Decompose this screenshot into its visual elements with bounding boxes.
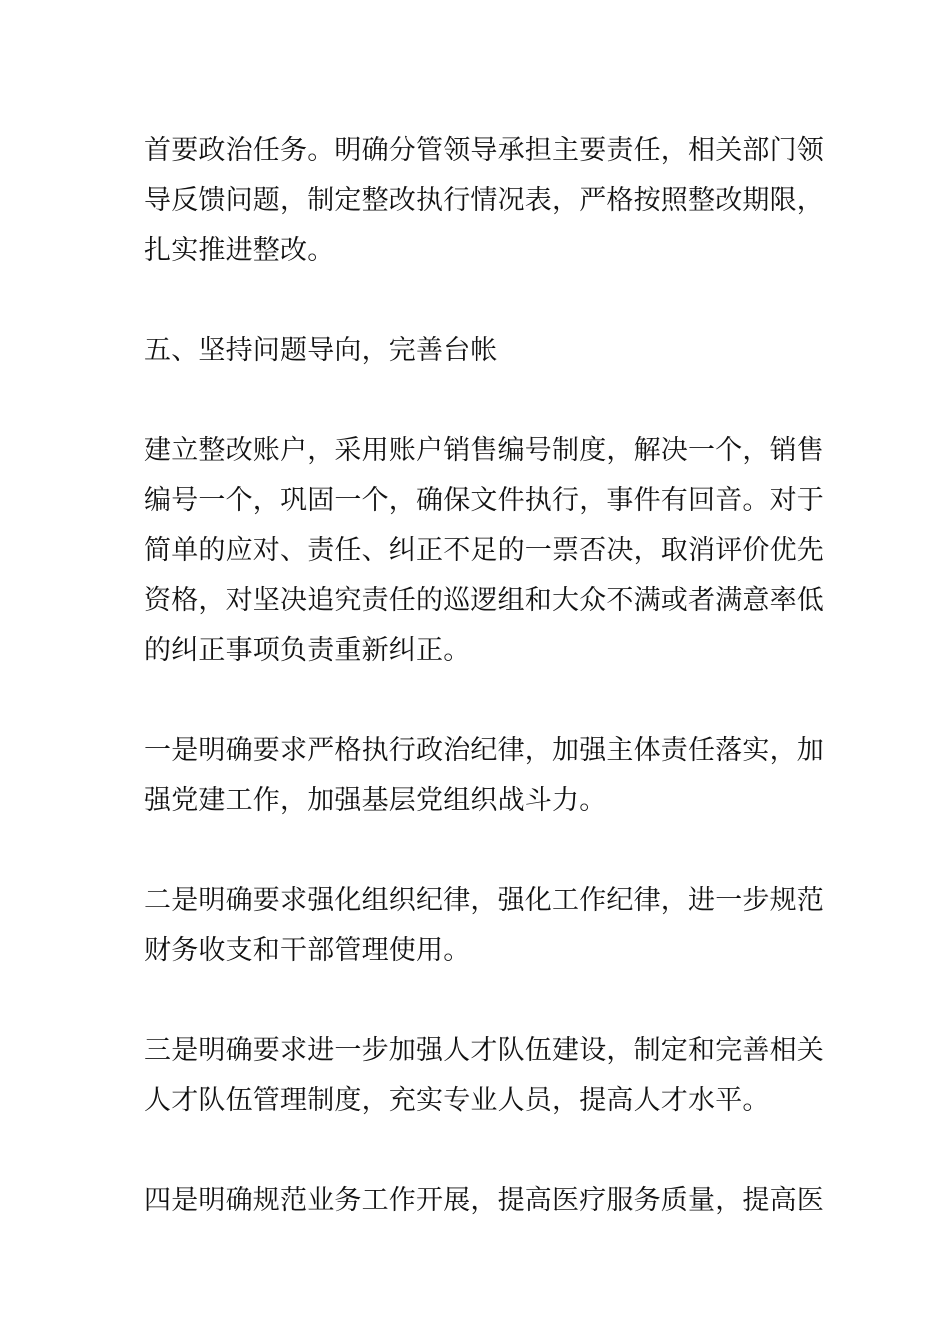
paragraph-ledger: [144, 426, 824, 676]
text-line: 二是明确要求强化组织纪律，强化工作纪律，进一步规范: [144, 885, 824, 916]
section-heading-five: [144, 326, 809, 376]
text-line: 首要政治任务。明确分管领导承担主要责任，相关部门领: [144, 135, 824, 166]
text-line: 资格，对坚决追究责任的巡逻组和大众不满或者满意率低: [144, 585, 824, 616]
text-line: 四是明确规范业务工作开展，提高医疗服务质量，提高医: [144, 1185, 824, 1216]
text-line: 编号一个，巩固一个，确保文件执行，事件有回音。对于: [144, 485, 824, 516]
text-line: 的纠正事项负责重新纠正。: [144, 635, 471, 666]
paragraph-rectification-responsibility: [144, 126, 824, 276]
paragraph-item-one: [144, 726, 824, 826]
text-line: 强党建工作，加强基层党组织战斗力。: [144, 785, 607, 816]
text-line: 财务收支和干部管理使用。: [144, 935, 471, 966]
paragraph-item-four: [144, 1176, 824, 1226]
text-line: 人才队伍管理制度，充实专业人员，提高人才水平。: [144, 1085, 770, 1116]
text-line: 建立整改账户，采用账户销售编号制度，解决一个，销售: [144, 435, 824, 466]
paragraph-item-three: [144, 1026, 824, 1126]
document-body: [144, 126, 824, 1276]
text-line: 一是明确要求严格执行政治纪律，加强主体责任落实，加: [144, 735, 824, 766]
text-line: 简单的应对、责任、纠正不足的一票否决，取消评价优先: [144, 535, 824, 566]
text-line: 导反馈问题，制定整改执行情况表，严格按照整改期限，: [144, 185, 824, 216]
heading-text: 五、坚持问题导向，完善台帐: [144, 335, 498, 366]
text-line: 扎实推进整改。: [144, 235, 335, 266]
text-line: 三是明确要求进一步加强人才队伍建设，制定和完善相关: [144, 1035, 824, 1066]
paragraph-item-two: [144, 876, 824, 976]
